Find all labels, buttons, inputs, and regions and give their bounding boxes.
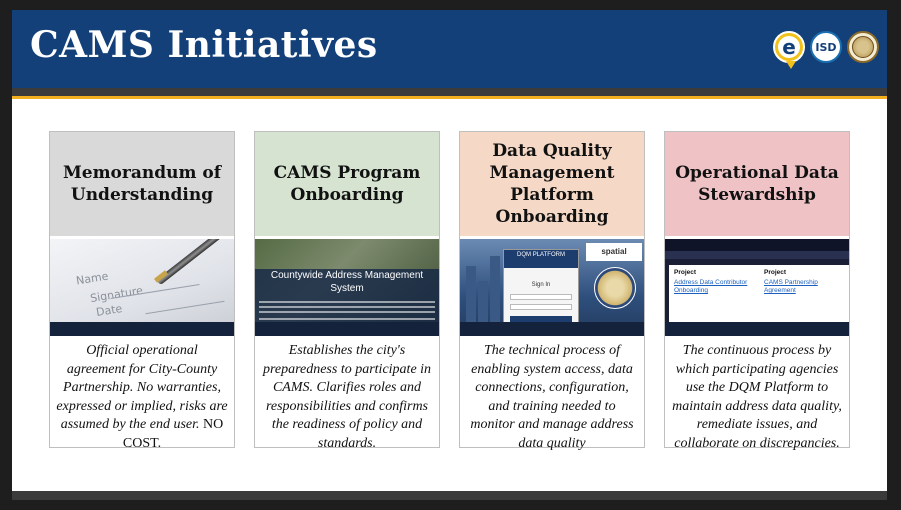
card-description: Establishes the city's preparedness to participate in CAMS. Clarifies roles and responsibilities and confirms the readiness of policy and standards. (262, 343, 432, 451)
slide (12, 10, 887, 500)
isd-logo-icon: ISD (810, 31, 842, 63)
portal-nav (665, 239, 849, 251)
image-bottom-strip (255, 322, 439, 336)
project-link: CAMS Partnership Agreement (764, 279, 818, 294)
image-text-line (259, 318, 435, 320)
aerial-neighborhood-image (255, 239, 439, 336)
card-heading: Operational Data Stewardship (665, 132, 849, 236)
project-label: Project (674, 269, 697, 276)
card-data-stewardship (664, 131, 850, 451)
image-caption: Countywide Address Management System (270, 270, 424, 294)
image-word-name: Name (75, 269, 110, 288)
seal-icon (594, 267, 636, 309)
image-bottom-strip (50, 322, 234, 336)
image-word-date: Date (95, 302, 124, 319)
e-logo-icon: e (773, 31, 805, 63)
image-bottom-strip (665, 322, 849, 336)
spatial-brand: spatial (586, 243, 642, 261)
paper-and-pen-image (50, 239, 234, 336)
header-bar (12, 10, 887, 88)
card-memorandum (49, 131, 235, 451)
image-word-signature: Signature (89, 283, 144, 306)
image-bottom-strip (460, 322, 644, 336)
login-field (510, 294, 572, 300)
card-description: Official operational agreement for City-County Partnership. No warranties, expressed or implied, risks are assumed by the end user. NO COST. (56, 343, 228, 451)
header-accent-band (12, 88, 887, 99)
card-heading: Memorandum of Understanding (50, 132, 234, 236)
card-description: The technical process of enabling system access, data connections, configuration, and training needed to monitor and manage address data quality (470, 343, 634, 451)
sign-in-label: Sign In (531, 282, 551, 288)
portal-subnav (665, 251, 849, 259)
image-text-line (259, 301, 435, 303)
login-header: DQM PLATFORM (504, 250, 578, 268)
county-seal-logo-icon (847, 31, 879, 63)
footer-band (12, 491, 887, 500)
project-link: Address Data Contributor Onboarding (674, 279, 748, 294)
card-description: The continuous process by which participating agencies use the DQM Platform to maintain address data quality, remediate issues, and collaborate on discrepancies. (672, 343, 842, 451)
card-cams-onboarding (254, 131, 440, 451)
project-panel (669, 265, 849, 323)
slide-title: CAMS Initiatives (30, 24, 378, 66)
project-label: Project (764, 269, 787, 276)
logo-group (773, 31, 879, 63)
pen-icon (156, 239, 222, 285)
login-panel (503, 249, 579, 329)
image-text-line (259, 311, 435, 313)
card-dqm-onboarding (459, 131, 645, 451)
login-field (510, 304, 572, 310)
card-heading: CAMS Program Onboarding (255, 132, 439, 236)
project-portal-image (665, 239, 849, 336)
project-column (764, 269, 846, 295)
image-line (145, 301, 224, 315)
dqm-platform-image (460, 239, 644, 336)
card-heading: Data Quality Management Platform Onboarding (460, 132, 644, 236)
image-text-line (259, 306, 435, 308)
project-column (674, 269, 756, 295)
no-cost-text: NO COST. (122, 417, 224, 451)
